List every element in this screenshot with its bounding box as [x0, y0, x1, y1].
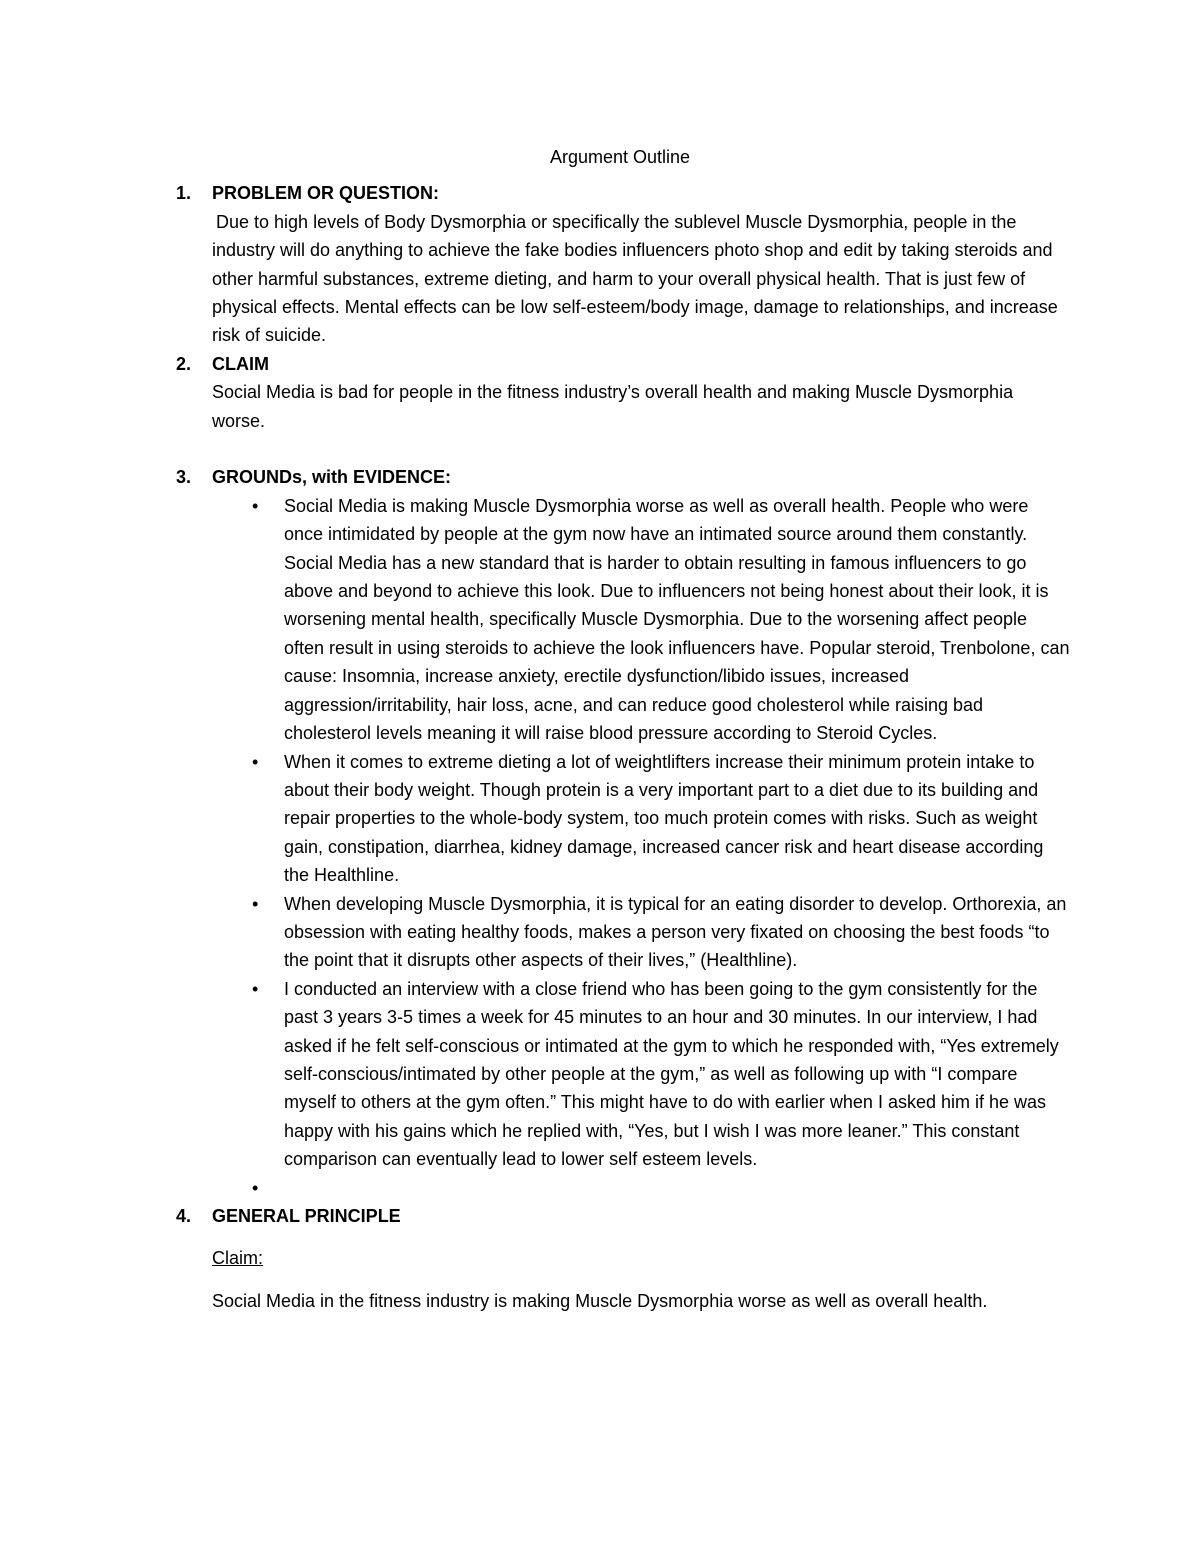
section-number: 1.: [176, 183, 192, 204]
section-problem: [170, 179, 1070, 349]
section-paragraph: Due to high levels of Body Dysmorphia or specifically the sublevel Muscle Dysmorphia, people in the industry will do anything to achieve the fake bodies influencers photo shop and edit by taking steroids and other harmful substances, extreme dieting, and harm to your overall physical health. That is just few of physical effects. Mental effects can be low self-esteem/body image, damage to relationships, and increase risk of suicide.: [212, 211, 1058, 346]
claim-label-row: [212, 1244, 1070, 1272]
list-item-empty: [212, 1174, 1070, 1202]
list-item-text: [284, 1178, 289, 1198]
section-heading: PROBLEM OR QUESTION:: [212, 183, 440, 204]
list-item: [212, 975, 1070, 1174]
bullet-icon: •: [252, 1177, 259, 1198]
bullet-icon: •: [252, 893, 259, 914]
section-number: 3.: [176, 467, 192, 488]
list-item-text: When developing Muscle Dysmorphia, it is typical for an eating disorder to develop. Orthorexia, an obsession with eating healthy foods, makes a person very fixated on choosing the best foods “to the point that it disrupts other aspects of their lives,” (Healthline).: [284, 893, 1067, 971]
blank-line: [170, 435, 1070, 463]
evidence-list: [212, 492, 1070, 1202]
bullet-icon: •: [252, 495, 259, 516]
bullet-icon: •: [252, 978, 259, 999]
claim-statement: Social Media in the fitness industry is making Muscle Dysmorphia worse as well as overall health.: [212, 1290, 988, 1311]
list-item: [212, 492, 1070, 748]
claim-label: Claim:: [212, 1248, 264, 1269]
section-general-principle: [170, 1202, 1070, 1315]
document-body: [170, 143, 1070, 1315]
bullet-icon: •: [252, 751, 259, 772]
section-number: 2.: [176, 353, 192, 374]
list-item: [212, 890, 1070, 975]
list-item-text: Social Media is making Muscle Dysmorphia worse as well as overall health. People who were once intimidated by people at the gym now have an intimated source around them constantly. Social Media has a new standard that is harder to obtain resulting in famous influencers to go above and beyond to achieve this look. Due to influencers not being honest about their look, it is worsening mental health, specifically Muscle Dysmorphia. Due to the worsening affect people often result in using steroids to achieve the look influencers have. Popular steroid, Trenbolone, can cause: Insomnia, increase anxiety, erectile dysfunction/libido issues, increased aggression/irritability, hair loss, acne, and can reduce good cholesterol while raising bad cholesterol levels meaning it will raise blood pressure according to Steroid Cycles.: [284, 495, 1070, 744]
section-grounds: [170, 463, 1070, 1202]
section-claim: [170, 350, 1070, 435]
section-heading: GENERAL PRINCIPLE: [212, 1206, 401, 1227]
section-heading: CLAIM: [212, 353, 269, 374]
section-number: 4.: [176, 1206, 192, 1227]
list-item-text: I conducted an interview with a close friend who has been going to the gym consistently for the past 3 years 3-5 times a week for 45 minutes to an hour and 30 minutes. In our interview, I had asked if he felt self-conscious or intimated at the gym to which he responded with, “Yes extremely self-conscious/intimated by other people at the gym,” as well as following up with “I compare myself to others at the gym often.” This might have to do with earlier when I asked him if he was happy with his gains which he replied with, “Yes, but I wish I was more leaner.” This constant comparison can eventually lead to lower self esteem levels.: [284, 978, 1059, 1170]
list-item-text: When it comes to extreme dieting a lot of weightlifters increase their minimum protein intake to about their body weight. Though protein is a very important part to a diet due to its building and repair properties to the whole-body system, too much protein comes with risks. Such as weight gain, constipation, diarrhea, kidney damage, increased cancer risk and heart disease according the Healthline.: [284, 751, 1044, 886]
list-item: [212, 748, 1070, 890]
section-paragraph: Social Media is bad for people in the fitness industry’s overall health and making Muscle Dysmorphia worse.: [212, 382, 1014, 431]
section-heading: GROUNDs, with EVIDENCE:: [212, 467, 452, 488]
document-title: Argument Outline: [549, 147, 691, 167]
